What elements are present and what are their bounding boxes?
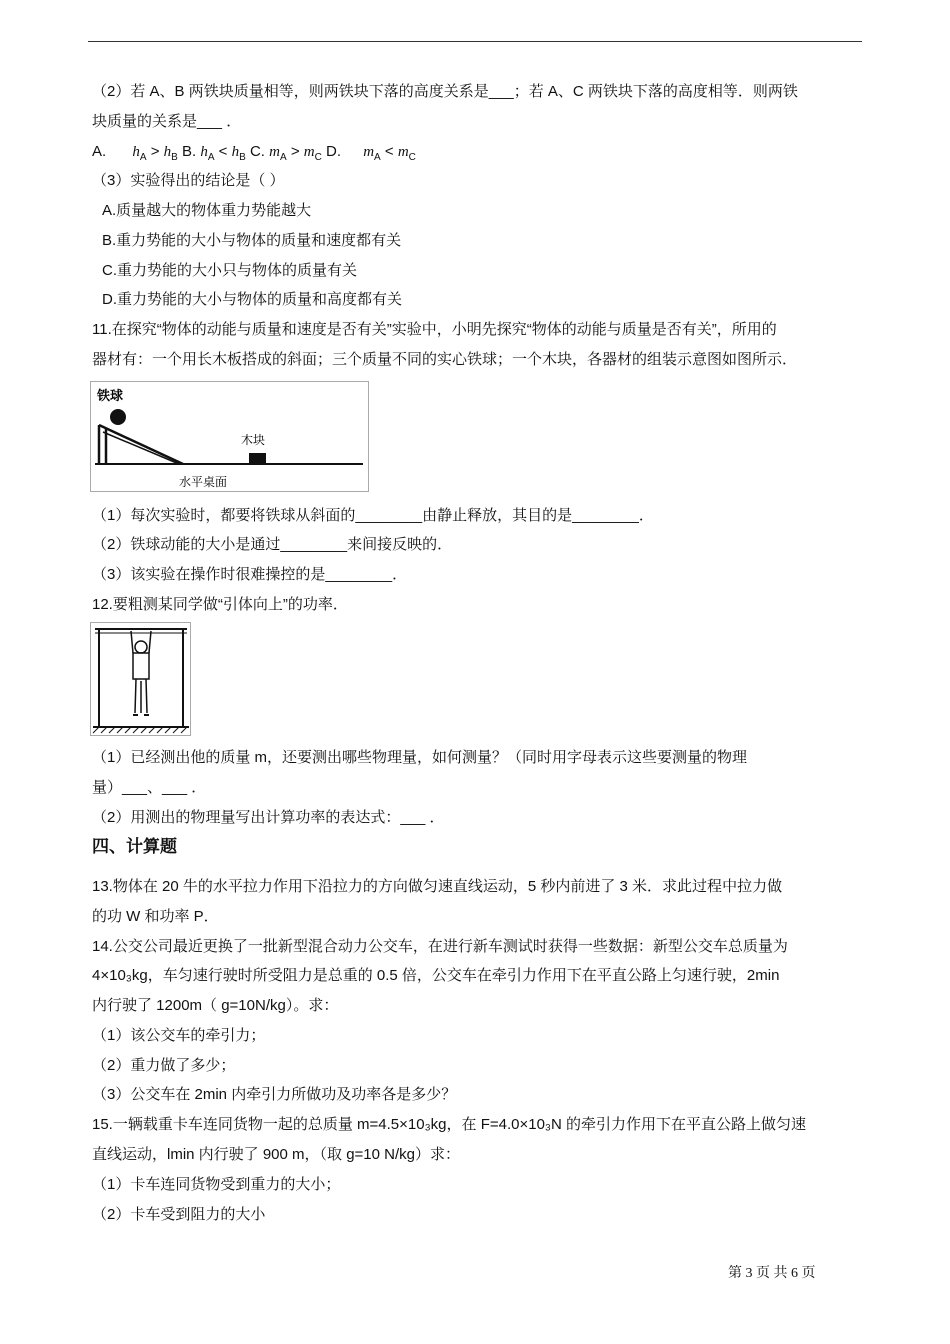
pullup-diagram	[91, 623, 190, 735]
q10-part2-line2: 块质量的关系是___ ．	[92, 113, 242, 130]
q10-part2-line1: （2）若 A、B 两铁块质量相等，则两铁块下落的高度关系是___；若 A、C 两铁块下落的高度相等．则两铁	[92, 83, 798, 100]
option-c-sub2: C	[314, 152, 322, 163]
option-d-m1: m	[363, 144, 375, 160]
incline-board	[99, 425, 183, 464]
person-legs	[135, 679, 147, 713]
option-c-m2: m	[303, 144, 315, 160]
person-head	[135, 641, 147, 653]
q11-part2: （2）铁球动能的大小是通过________来间接反映的．	[92, 536, 453, 553]
person-body	[133, 653, 149, 679]
q14-part2: （2）重力做了多少；	[92, 1057, 236, 1074]
option-c-rel: >	[286, 143, 304, 160]
option-c-m1: m	[269, 144, 280, 160]
q15-line1: 15.一辆载重卡车连同货物一起的总质量 m=4.5×10₃kg，在 F=4.0×10₃N 的牵引力作用下在平直公路上做匀速	[92, 1116, 807, 1133]
q14-line2: 4×10₃kg，车匀速行驶时所受阻力是总重的 0.5 倍，公交车在牵引力作用下在平直公路上匀速行驶，2min	[92, 967, 780, 984]
option-a-sub2: B	[171, 152, 178, 163]
option-a-h2: h	[163, 144, 172, 160]
q12-part2: （2）用测出的物理量写出计算功率的表达式：___ ．	[92, 809, 445, 826]
q13-line1: 13.物体在 20 牛的水平拉力作用下沿拉力的方向做匀速直线运动，5 秒内前进了 3 米．求此过程中拉力做	[92, 878, 783, 895]
q15-part1: （1）卡车连同货物受到重力的大小；	[92, 1176, 341, 1193]
section-heading: 四、计算题	[92, 837, 177, 856]
q11-line1: 11.在探究“物体的动能与质量和速度是否有关”实验中，小明先探究“物体的动能与质量是否有关”，所用的	[92, 321, 777, 338]
option-a-h1: h	[132, 144, 140, 160]
q10-choice-c: C.重力势能的大小只与物体的质量有关	[102, 262, 358, 279]
option-d-sub2: C	[408, 152, 416, 163]
option-b-h1: h	[200, 144, 208, 160]
incline-board-edge	[103, 432, 179, 464]
option-d-rel: <	[380, 143, 398, 160]
q14-line1: 14.公交公司最近更换了一批新型混合动力公交车，在进行新车测试时获得一些数据：新型公交车总质量为	[92, 938, 788, 955]
header-rule	[88, 41, 862, 42]
option-c-sub1: A	[279, 152, 287, 163]
option-a-sub1: A	[139, 152, 147, 163]
option-b-sub1: A	[207, 152, 215, 163]
option-a-rel: >	[146, 143, 164, 160]
q12-line1: 12.要粗测某同学做“引体向上”的功率．	[92, 596, 348, 613]
q13-line2: 的功 W 和功率 P．	[92, 908, 219, 925]
iron-ball	[110, 409, 126, 425]
option-b-sub2: B	[239, 152, 246, 163]
ball-label: 铁球	[97, 388, 124, 403]
q11-line2: 器材有：一个用长木板搭成的斜面；三个质量不同的实心铁球；一个木块，各器材的组装示意图如图所示．	[92, 351, 798, 368]
option-c-label: C.	[249, 143, 265, 160]
q12-part1-line2: 量）___、___ ．	[92, 779, 207, 796]
option-a-label: A.	[92, 143, 107, 160]
q14-part1: （1）该公交车的牵引力；	[92, 1027, 266, 1044]
q14-line3: 内行驶了 1200m（ g=10N/kg）。求：	[92, 997, 339, 1014]
option-d-sub1: A	[374, 152, 381, 163]
q10-choice-b: B.重力势能的大小与物体的质量和速度都有关	[102, 232, 402, 249]
option-d-label: D.	[326, 143, 342, 160]
option-b-rel: <	[214, 143, 232, 160]
block-label: 木块	[241, 433, 266, 447]
q11-part3: （3）该实验在操作时很难操控的是________．	[92, 566, 408, 583]
q15-line2: 直线运动，lmin 内行驶了 900 m，（取 g=10 N/kg）求：	[92, 1146, 460, 1163]
incline-figure	[90, 381, 369, 492]
q11-part1: （1）每次实验时，都要将铁球从斜面的________由静止释放，其目的是________．	[92, 507, 654, 524]
page-footer: 第 3 页 共 6 页	[728, 1266, 816, 1281]
person-arms	[131, 631, 151, 653]
q10-part3: （3）实验得出的结论是（ ）	[92, 172, 285, 189]
wood-block	[249, 453, 266, 464]
incline-diagram	[91, 382, 368, 491]
table-label: 水平桌面	[179, 475, 228, 489]
pullup-figure	[90, 622, 191, 736]
option-d-m2: m	[397, 144, 409, 160]
option-b-label: B.	[181, 143, 197, 160]
q10-choice-a: A.质量越大的物体重力势能越大	[102, 202, 312, 219]
option-b-h2: h	[231, 144, 240, 160]
q15-part2: （2）卡车受到阻力的大小	[92, 1206, 266, 1223]
q14-part3: （3）公交车在 2min 内牵引力所做功及功率各是多少？	[92, 1086, 457, 1103]
q10-choice-d: D.重力势能的大小与物体的质量和高度都有关	[102, 291, 403, 308]
q12-part1-line1: （1）已经测出他的质量 m，还要测出哪些物理量，如何测量？（同时用字母表示这些要测量的物理	[92, 749, 748, 766]
q10-options	[92, 142, 416, 168]
